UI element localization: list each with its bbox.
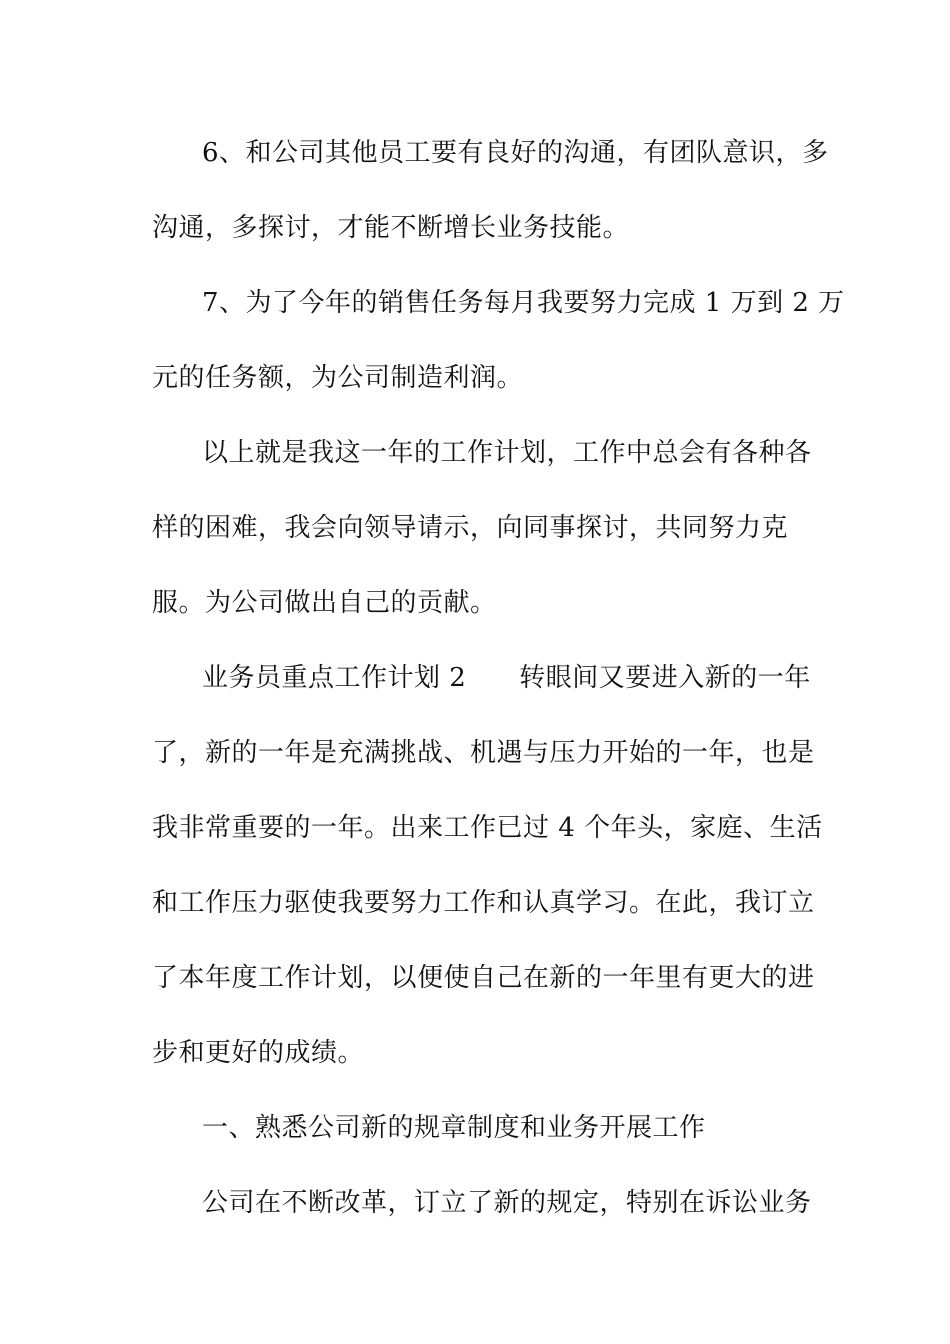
text-line-3: 7、为了今年的销售任务每月我要努力完成 1 万到 2 万 [202,288,845,318]
text-line-11: 和工作压力驱使我要努力工作和认真学习。在此，我订立 [152,888,815,918]
section-heading: 一、熟悉公司新的规章制度和业务开展工作 [202,1113,706,1143]
text-line-5: 以上就是我这一年的工作计划，工作中总会有各种各 [202,438,812,468]
text-line-10: 我非常重要的一年。出来工作已过 4 个年头，家庭、生活 [152,813,823,843]
text-line-13: 步和更好的成绩。 [152,1038,365,1068]
text-line-7: 服。为公司做出自己的贡献。 [152,588,497,618]
text-line-1: 6、和公司其他员工要有良好的沟通，有团队意识，多 [202,138,829,168]
text-line-9: 了，新的一年是充满挑战、机遇与压力开始的一年，也是 [152,738,815,768]
text-line-4: 元的任务额，为公司制造利润。 [152,363,524,393]
text-line-6: 样的困难，我会向领导请示，向同事探讨，共同努力克 [152,513,789,543]
text-line-15: 公司在不断改革，订立了新的规定，特别在诉讼业务 [202,1188,812,1218]
text-line-2: 沟通，多探讨，才能不断增长业务技能。 [152,213,630,243]
text-line-12: 了本年度工作计划，以便使自己在新的一年里有更大的进 [152,963,815,993]
text-line-8: 业务员重点工作计划 2 转眼间又要进入新的一年 [202,663,811,693]
